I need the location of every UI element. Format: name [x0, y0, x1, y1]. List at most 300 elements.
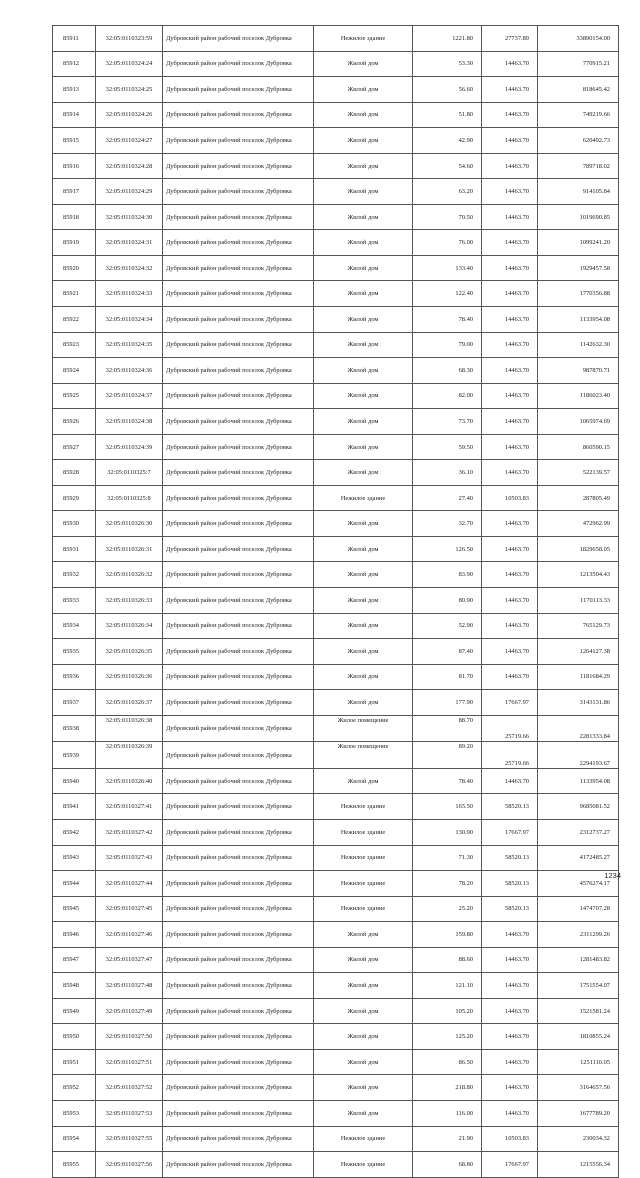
specific-value-cell: 58520.13: [482, 845, 538, 871]
cadastral-number-cell: 32:05:0110324:36: [96, 358, 163, 384]
area-cell: 59.50: [413, 434, 482, 460]
table-row: [53, 281, 619, 307]
specific-value-cell: 14463.70: [482, 562, 538, 588]
cadastral-value-cell: 4172485.27: [538, 845, 619, 871]
cadastral-number-cell: 32:05:0110324:35: [96, 332, 163, 358]
area-cell: 126.50: [413, 536, 482, 562]
cadastral-value-cell: 4576274.17: [538, 871, 619, 897]
area-cell: 52.90: [413, 613, 482, 639]
address-cell: Дубровский район рабочий поселок Дубровка: [163, 434, 314, 460]
table-row: [53, 485, 619, 511]
address-cell: Дубровский район рабочий поселок Дубровка: [163, 794, 314, 820]
address-cell: Дубровский район рабочий поселок Дубровка: [163, 409, 314, 435]
object-type-cell: Жилой дом: [314, 128, 413, 154]
object-type-cell: Жилой дом: [314, 434, 413, 460]
address-cell: Дубровский район рабочий поселок Дубровка: [163, 1024, 314, 1050]
cadastral-number-cell: 32:05:0110326:33: [96, 588, 163, 614]
address-cell: Дубровский район рабочий поселок Дубровка: [163, 230, 314, 256]
specific-value-cell: 14463.70: [482, 332, 538, 358]
cadastral-number-cell: 32:05:0110324:26: [96, 102, 163, 128]
address-cell: Дубровский район рабочий поселок Дубровка: [163, 715, 314, 742]
address-cell: Дубровский район рабочий поселок Дубровка: [163, 742, 314, 769]
row-number-cell: 85954: [53, 1126, 96, 1152]
cadastral-number-cell: 32:05:0110327:42: [96, 819, 163, 845]
cadastral-number-cell: 32:05:0110324:38: [96, 409, 163, 435]
object-type-cell: Нежилое здание: [314, 896, 413, 922]
cadastral-number-cell: 32:05:0110324:32: [96, 255, 163, 281]
address-cell: Дубровский район рабочий поселок Дубровка: [163, 639, 314, 665]
cadastral-value-cell: 1251110.05: [538, 1049, 619, 1075]
area-cell: 25.20: [413, 896, 482, 922]
object-type-cell: Нежилое здание: [314, 26, 413, 52]
row-number-cell: 85934: [53, 613, 96, 639]
address-cell: Дубровский район рабочий поселок Дубровка: [163, 896, 314, 922]
specific-value-cell: 14463.70: [482, 1024, 538, 1050]
cadastral-value-cell: 1264127.38: [538, 639, 619, 665]
area-cell: 68.30: [413, 358, 482, 384]
specific-value-cell: 14463.70: [482, 358, 538, 384]
address-cell: Дубровский район рабочий поселок Дубровка: [163, 768, 314, 794]
cadastral-number-cell: 32:05:0110327:56: [96, 1152, 163, 1178]
cadastral-number-cell: 32:05:0110324:24: [96, 51, 163, 77]
row-number-cell: 85928: [53, 460, 96, 486]
table-row: [53, 1100, 619, 1126]
row-number-cell: 85946: [53, 922, 96, 948]
object-type-cell: Жилой дом: [314, 1024, 413, 1050]
specific-value-cell: 14463.70: [482, 179, 538, 205]
cadastral-value-cell: 1213504.43: [538, 562, 619, 588]
table-row: [53, 1152, 619, 1178]
table-row: [53, 973, 619, 999]
area-cell: 71.30: [413, 845, 482, 871]
object-type-cell: Жилой дом: [314, 998, 413, 1024]
address-cell: Дубровский район рабочий поселок Дубровка: [163, 613, 314, 639]
object-type-cell: Жилой дом: [314, 639, 413, 665]
row-number-cell: 85943: [53, 845, 96, 871]
cadastral-value-cell: 3143131.86: [538, 690, 619, 716]
object-type-cell: Жилой дом: [314, 281, 413, 307]
row-number-cell: 85939: [53, 742, 96, 769]
cadastral-number-cell: 32:05:0110324:30: [96, 204, 163, 230]
address-cell: Дубровский район рабочий поселок Дубровка: [163, 536, 314, 562]
specific-value-cell: 58520.13: [482, 896, 538, 922]
address-cell: Дубровский район рабочий поселок Дубровка: [163, 307, 314, 333]
cadastral-value-cell: 1751554.07: [538, 973, 619, 999]
cadastral-number-cell: 32:05:0110326:30: [96, 511, 163, 537]
cadastral-value-cell: 770915.21: [538, 51, 619, 77]
specific-value-cell: 17667.97: [482, 690, 538, 716]
cadastral-value-cell: 1474707.28: [538, 896, 619, 922]
table-body: [53, 26, 619, 1178]
table-row: [53, 383, 619, 409]
object-type-cell: Жилой дом: [314, 204, 413, 230]
row-number-cell: 85919: [53, 230, 96, 256]
row-number-cell: 85944: [53, 871, 96, 897]
cadastral-value-cell: 1829658.05: [538, 536, 619, 562]
cadastral-number-cell: 32:05:0110327:53: [96, 1100, 163, 1126]
area-cell: 89.20: [413, 742, 482, 769]
address-cell: Дубровский район рабочий поселок Дубровка: [163, 922, 314, 948]
object-type-cell: Жилой дом: [314, 179, 413, 205]
area-cell: 177.90: [413, 690, 482, 716]
cadastral-value-cell: 620492.73: [538, 128, 619, 154]
object-type-cell: Жилой дом: [314, 255, 413, 281]
object-type-cell: Нежилое здание: [314, 794, 413, 820]
area-cell: 80.90: [413, 588, 482, 614]
cadastral-value-cell: 987870.71: [538, 358, 619, 384]
row-number-cell: 85941: [53, 794, 96, 820]
cadastral-number-cell: 32:05:0110326:39: [96, 742, 163, 769]
cadastral-number-cell: 32:05:0110327:46: [96, 922, 163, 948]
address-cell: Дубровский район рабочий поселок Дубровка: [163, 1152, 314, 1178]
address-cell: Дубровский район рабочий поселок Дубровка: [163, 281, 314, 307]
table-row: [53, 307, 619, 333]
row-number-cell: 85948: [53, 973, 96, 999]
row-number-cell: 85932: [53, 562, 96, 588]
address-cell: Дубровский район рабочий поселок Дубровка: [163, 358, 314, 384]
object-type-cell: Нежилое здание: [314, 1126, 413, 1152]
area-cell: 53.30: [413, 51, 482, 77]
table-row: [53, 639, 619, 665]
specific-value-cell: 58520.13: [482, 794, 538, 820]
table-row: [53, 690, 619, 716]
area-cell: 21.90: [413, 1126, 482, 1152]
object-type-cell: Жилое помещение: [314, 742, 413, 769]
cadastral-value-cell: 1099241.20: [538, 230, 619, 256]
page-number: 1234: [604, 871, 621, 880]
cadastral-number-cell: 32:05:0110323:59: [96, 26, 163, 52]
table-row: [53, 845, 619, 871]
address-cell: Дубровский район рабочий поселок Дубровка: [163, 204, 314, 230]
specific-value-cell: 25719.66: [482, 742, 538, 769]
area-cell: 27.40: [413, 485, 482, 511]
address-cell: Дубровский район рабочий поселок Дубровка: [163, 460, 314, 486]
cadastral-number-cell: 32:05:0110324:25: [96, 77, 163, 103]
area-cell: 70.50: [413, 204, 482, 230]
row-number-cell: 85951: [53, 1049, 96, 1075]
specific-value-cell: 14463.70: [482, 102, 538, 128]
cadastral-number-cell: 32:05:0110327:48: [96, 973, 163, 999]
cadastral-value-cell: 1770356.88: [538, 281, 619, 307]
object-type-cell: Жилой дом: [314, 947, 413, 973]
area-cell: 105.20: [413, 998, 482, 1024]
cadastral-value-cell: 1677789.20: [538, 1100, 619, 1126]
cadastral-number-cell: 32:05:0110327:52: [96, 1075, 163, 1101]
table-row: [53, 77, 619, 103]
area-cell: 73.70: [413, 409, 482, 435]
address-cell: Дубровский район рабочий поселок Дубровка: [163, 153, 314, 179]
table-row: [53, 1075, 619, 1101]
area-cell: 78.40: [413, 768, 482, 794]
specific-value-cell: 14463.70: [482, 281, 538, 307]
table-row: [53, 358, 619, 384]
table-row: [53, 742, 619, 769]
cadastral-number-cell: 32:05:0110324:31: [96, 230, 163, 256]
cadastral-number-cell: 32:05:0110327:51: [96, 1049, 163, 1075]
specific-value-cell: 14463.70: [482, 998, 538, 1024]
cadastral-number-cell: 32:05:0110327:50: [96, 1024, 163, 1050]
row-number-cell: 85936: [53, 664, 96, 690]
address-cell: Дубровский район рабочий поселок Дубровка: [163, 332, 314, 358]
address-cell: Дубровский район рабочий поселок Дубровка: [163, 588, 314, 614]
cadastral-number-cell: 32:05:0110324:33: [96, 281, 163, 307]
table-row: [53, 332, 619, 358]
specific-value-cell: 25719.66: [482, 715, 538, 742]
object-type-cell: Жилое помещение: [314, 715, 413, 742]
specific-value-cell: 17667.97: [482, 1152, 538, 1178]
object-type-cell: Жилой дом: [314, 690, 413, 716]
cadastral-value-cell: 749219.66: [538, 102, 619, 128]
cadastral-number-cell: 32:05:0110326:38: [96, 715, 163, 742]
cadastral-number-cell: 32:05:0110326:37: [96, 690, 163, 716]
specific-value-cell: 14463.70: [482, 434, 538, 460]
row-number-cell: 85917: [53, 179, 96, 205]
row-number-cell: 85922: [53, 307, 96, 333]
table-row: [53, 664, 619, 690]
table-row: [53, 871, 619, 897]
cadastral-value-cell: 789718.02: [538, 153, 619, 179]
table-row: [53, 511, 619, 537]
cadastral-number-cell: 32:05:0110327:45: [96, 896, 163, 922]
address-cell: Дубровский район рабочий поселок Дубровка: [163, 947, 314, 973]
cadastral-value-cell: 860590.15: [538, 434, 619, 460]
table-row: [53, 51, 619, 77]
object-type-cell: Жилой дом: [314, 409, 413, 435]
address-cell: Дубровский район рабочий поселок Дубровка: [163, 102, 314, 128]
object-type-cell: Нежилое здание: [314, 845, 413, 871]
specific-value-cell: 14463.70: [482, 922, 538, 948]
row-number-cell: 85926: [53, 409, 96, 435]
specific-value-cell: 14463.70: [482, 511, 538, 537]
specific-value-cell: 14463.70: [482, 51, 538, 77]
address-cell: Дубровский район рабочий поселок Дубровка: [163, 485, 314, 511]
specific-value-cell: 58520.13: [482, 871, 538, 897]
address-cell: Дубровский район рабочий поселок Дубровка: [163, 1075, 314, 1101]
address-cell: Дубровский район рабочий поселок Дубровка: [163, 179, 314, 205]
row-number-cell: 85955: [53, 1152, 96, 1178]
cadastral-value-cell: 230034.32: [538, 1126, 619, 1152]
cadastral-value-cell: 765129.73: [538, 613, 619, 639]
cadastral-value-cell: 1133954.08: [538, 307, 619, 333]
cadastral-value-cell: 1181684.29: [538, 664, 619, 690]
address-cell: Дубровский район рабочий поселок Дубровка: [163, 871, 314, 897]
table-row: [53, 562, 619, 588]
object-type-cell: Жилой дом: [314, 383, 413, 409]
row-number-cell: 85920: [53, 255, 96, 281]
table-row: [53, 255, 619, 281]
cadastral-value-cell: 33890154.00: [538, 26, 619, 52]
specific-value-cell: 14463.70: [482, 204, 538, 230]
row-number-cell: 85911: [53, 26, 96, 52]
area-cell: 51.80: [413, 102, 482, 128]
specific-value-cell: 14463.70: [482, 383, 538, 409]
cadastral-number-cell: 32:05:0110324:39: [96, 434, 163, 460]
specific-value-cell: 14463.70: [482, 536, 538, 562]
area-cell: 82.00: [413, 383, 482, 409]
object-type-cell: Жилой дом: [314, 768, 413, 794]
row-number-cell: 85923: [53, 332, 96, 358]
address-cell: Дубровский район рабочий поселок Дубровка: [163, 383, 314, 409]
table-row: [53, 102, 619, 128]
cadastral-number-cell: 32:05:0110326:36: [96, 664, 163, 690]
address-cell: Дубровский район рабочий поселок Дубровка: [163, 77, 314, 103]
cadastral-number-cell: 32:05:0110324:27: [96, 128, 163, 154]
object-type-cell: Жилой дом: [314, 332, 413, 358]
cadastral-value-cell: 287805.49: [538, 485, 619, 511]
specific-value-cell: 14463.70: [482, 1100, 538, 1126]
cadastral-value-cell: 1521581.24: [538, 998, 619, 1024]
area-cell: 88.70: [413, 715, 482, 742]
address-cell: Дубровский район рабочий поселок Дубровка: [163, 1100, 314, 1126]
area-cell: 78.40: [413, 307, 482, 333]
object-type-cell: Жилой дом: [314, 307, 413, 333]
address-cell: Дубровский район рабочий поселок Дубровка: [163, 128, 314, 154]
table-row: [53, 153, 619, 179]
area-cell: 76.00: [413, 230, 482, 256]
area-cell: 125.20: [413, 1024, 482, 1050]
cadastral-number-cell: 32:05:0110326:31: [96, 536, 163, 562]
specific-value-cell: 14463.70: [482, 664, 538, 690]
row-number-cell: 85916: [53, 153, 96, 179]
table-row: [53, 204, 619, 230]
object-type-cell: Жилой дом: [314, 536, 413, 562]
specific-value-cell: 14463.70: [482, 639, 538, 665]
cadastral-value-cell: 2312737.27: [538, 819, 619, 845]
table-row: [53, 613, 619, 639]
object-type-cell: Жилой дом: [314, 77, 413, 103]
table-row: [53, 794, 619, 820]
specific-value-cell: 14463.70: [482, 128, 538, 154]
cadastral-value-cell: 1133954.08: [538, 768, 619, 794]
address-cell: Дубровский район рабочий поселок Дубровка: [163, 690, 314, 716]
row-number-cell: 85937: [53, 690, 96, 716]
specific-value-cell: 14463.70: [482, 768, 538, 794]
cadastral-number-cell: 32:05:0110326:40: [96, 768, 163, 794]
area-cell: 56.60: [413, 77, 482, 103]
specific-value-cell: 14463.70: [482, 307, 538, 333]
row-number-cell: 85927: [53, 434, 96, 460]
object-type-cell: Жилой дом: [314, 511, 413, 537]
row-number-cell: 85931: [53, 536, 96, 562]
table-row: [53, 409, 619, 435]
table-row: [53, 922, 619, 948]
area-cell: 86.50: [413, 1049, 482, 1075]
cadastral-number-cell: 32:05:0110326:32: [96, 562, 163, 588]
specific-value-cell: 10503.83: [482, 1126, 538, 1152]
cadastral-value-cell: 1019690.85: [538, 204, 619, 230]
specific-value-cell: 14463.70: [482, 1075, 538, 1101]
specific-value-cell: 14463.70: [482, 153, 538, 179]
area-cell: 218.80: [413, 1075, 482, 1101]
specific-value-cell: 14463.70: [482, 255, 538, 281]
row-number-cell: 85935: [53, 639, 96, 665]
area-cell: 159.80: [413, 922, 482, 948]
row-number-cell: 85953: [53, 1100, 96, 1126]
object-type-cell: Жилой дом: [314, 1100, 413, 1126]
table-row: [53, 588, 619, 614]
table-row: [53, 434, 619, 460]
address-cell: Дубровский район рабочий поселок Дубровка: [163, 562, 314, 588]
area-cell: 121.10: [413, 973, 482, 999]
specific-value-cell: 14463.70: [482, 973, 538, 999]
area-cell: 32.70: [413, 511, 482, 537]
address-cell: Дубровский район рабочий поселок Дубровка: [163, 973, 314, 999]
address-cell: Дубровский район рабочий поселок Дубровка: [163, 1049, 314, 1075]
row-number-cell: 85938: [53, 715, 96, 742]
cadastral-value-cell: 1170113.33: [538, 588, 619, 614]
cadastral-number-cell: 32:05:0110324:29: [96, 179, 163, 205]
cadastral-number-cell: 32:05:0110324:37: [96, 383, 163, 409]
object-type-cell: Жилой дом: [314, 102, 413, 128]
row-number-cell: 85945: [53, 896, 96, 922]
table-row: [53, 536, 619, 562]
area-cell: 87.40: [413, 639, 482, 665]
cadastral-number-cell: 32:05:0110325:7: [96, 460, 163, 486]
row-number-cell: 85915: [53, 128, 96, 154]
row-number-cell: 85942: [53, 819, 96, 845]
row-number-cell: 85912: [53, 51, 96, 77]
row-number-cell: 85940: [53, 768, 96, 794]
object-type-cell: Жилой дом: [314, 1049, 413, 1075]
cadastral-number-cell: 32:05:0110327:44: [96, 871, 163, 897]
area-cell: 78.20: [413, 871, 482, 897]
cadastral-value-cell: 2311299.26: [538, 922, 619, 948]
table-row: [53, 768, 619, 794]
object-type-cell: Нежилое здание: [314, 1152, 413, 1178]
area-cell: 68.80: [413, 1152, 482, 1178]
row-number-cell: 85913: [53, 77, 96, 103]
specific-value-cell: 14463.70: [482, 588, 538, 614]
cadastral-value-table: [52, 25, 619, 1178]
object-type-cell: Нежилое здание: [314, 819, 413, 845]
specific-value-cell: 14463.70: [482, 1049, 538, 1075]
specific-value-cell: 17667.97: [482, 819, 538, 845]
cadastral-value-cell: 914105.84: [538, 179, 619, 205]
table-row: [53, 26, 619, 52]
cadastral-value-cell: 1186023.40: [538, 383, 619, 409]
table-row: [53, 896, 619, 922]
cadastral-number-cell: 32:05:0110327:43: [96, 845, 163, 871]
cadastral-value-cell: 3164657.56: [538, 1075, 619, 1101]
cadastral-number-cell: 32:05:0110324:28: [96, 153, 163, 179]
cadastral-number-cell: 32:05:0110325:8: [96, 485, 163, 511]
object-type-cell: Жилой дом: [314, 588, 413, 614]
cadastral-value-cell: 1215556.34: [538, 1152, 619, 1178]
area-cell: 122.40: [413, 281, 482, 307]
specific-value-cell: 14463.70: [482, 613, 538, 639]
address-cell: Дубровский район рабочий поселок Дубровка: [163, 51, 314, 77]
area-cell: 42.90: [413, 128, 482, 154]
area-cell: 116.00: [413, 1100, 482, 1126]
object-type-cell: Жилой дом: [314, 51, 413, 77]
cadastral-number-cell: 32:05:0110324:34: [96, 307, 163, 333]
area-cell: 54.60: [413, 153, 482, 179]
row-number-cell: 85930: [53, 511, 96, 537]
address-cell: Дубровский район рабочий поселок Дубровка: [163, 998, 314, 1024]
area-cell: 83.90: [413, 562, 482, 588]
specific-value-cell: 14463.70: [482, 230, 538, 256]
table-row: [53, 179, 619, 205]
table-row: [53, 998, 619, 1024]
cadastral-number-cell: 32:05:0110327:47: [96, 947, 163, 973]
cadastral-number-cell: 32:05:0110327:49: [96, 998, 163, 1024]
table-row: [53, 1049, 619, 1075]
area-cell: 1221.80: [413, 26, 482, 52]
address-cell: Дубровский район рабочий поселок Дубровка: [163, 819, 314, 845]
object-type-cell: Жилой дом: [314, 460, 413, 486]
table-row: [53, 819, 619, 845]
object-type-cell: Жилой дом: [314, 562, 413, 588]
